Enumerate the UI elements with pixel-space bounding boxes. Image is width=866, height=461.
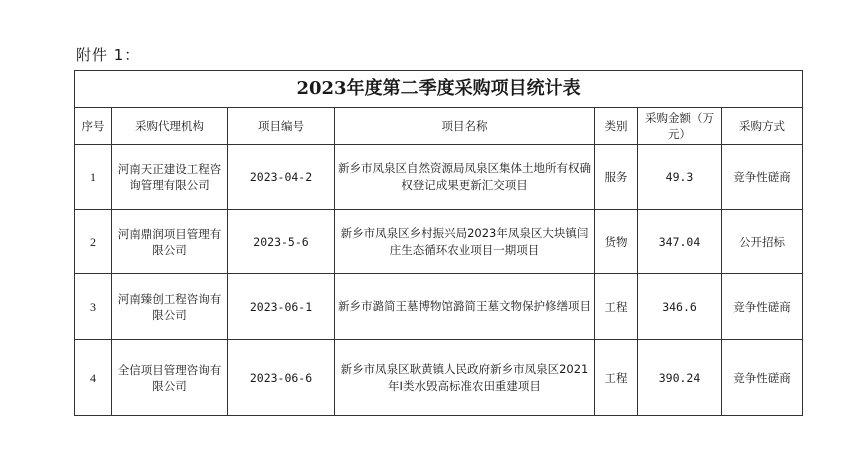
cell-code: 2023-5-6	[228, 210, 335, 274]
procurement-table	[74, 70, 803, 416]
cell-method: 竞争性磋商	[722, 274, 803, 340]
header-code: 项目编号	[228, 108, 335, 145]
cell-agency: 河南鼎润项目管理有限公司	[112, 210, 228, 274]
header-method: 采购方式	[722, 108, 803, 145]
cell-method: 竞争性磋商	[722, 145, 803, 210]
cell-method: 竞争性磋商	[722, 340, 803, 416]
cell-project-name: 新乡市凤泉区乡村振兴局2023年凤泉区大块镇闫庄生态循环农业项目一期项目	[335, 210, 595, 274]
attachment-label: 附件 1：	[76, 46, 141, 64]
cell-category: 服务	[595, 145, 638, 210]
title-row	[75, 71, 803, 108]
table-title: 2023年度第二季度采购项目统计表	[75, 71, 803, 108]
cell-method: 公开招标	[722, 210, 803, 274]
cell-amount: 49.3	[638, 145, 722, 210]
table-row	[75, 210, 803, 274]
cell-index: 1	[75, 145, 112, 210]
cell-index: 4	[75, 340, 112, 416]
cell-code: 2023-06-1	[228, 274, 335, 340]
cell-category: 工程	[595, 340, 638, 416]
header-agency: 采购代理机构	[112, 108, 228, 145]
cell-category: 货物	[595, 210, 638, 274]
cell-agency: 全信项目管理咨询有限公司	[112, 340, 228, 416]
table-row	[75, 145, 803, 210]
header-category: 类别	[595, 108, 638, 145]
cell-amount: 347.04	[638, 210, 722, 274]
table-row	[75, 340, 803, 416]
cell-agency: 河南天正建设工程咨询管理有限公司	[112, 145, 228, 210]
cell-amount: 390.24	[638, 340, 722, 416]
cell-index: 2	[75, 210, 112, 274]
cell-index: 3	[75, 274, 112, 340]
cell-code: 2023-06-6	[228, 340, 335, 416]
cell-agency: 河南臻创工程咨询有限公司	[112, 274, 228, 340]
cell-project-name: 新乡市潞简王墓博物馆潞简王墓文物保护修缮项目	[335, 274, 595, 340]
header-name: 项目名称	[335, 108, 595, 145]
cell-amount: 346.6	[638, 274, 722, 340]
header-amount: 采购金额（万元）	[638, 108, 722, 145]
cell-project-name: 新乡市凤泉区耿黄镇人民政府新乡市凤泉区2021年Ⅰ类水毁高标准农田重建项目	[335, 340, 595, 416]
cell-category: 工程	[595, 274, 638, 340]
cell-project-name: 新乡市凤泉区自然资源局凤泉区集体土地所有权确权登记成果更新汇交项目	[335, 145, 595, 210]
cell-code: 2023-04-2	[228, 145, 335, 210]
header-index: 序号	[75, 108, 112, 145]
header-row	[75, 108, 803, 145]
table-row	[75, 274, 803, 340]
